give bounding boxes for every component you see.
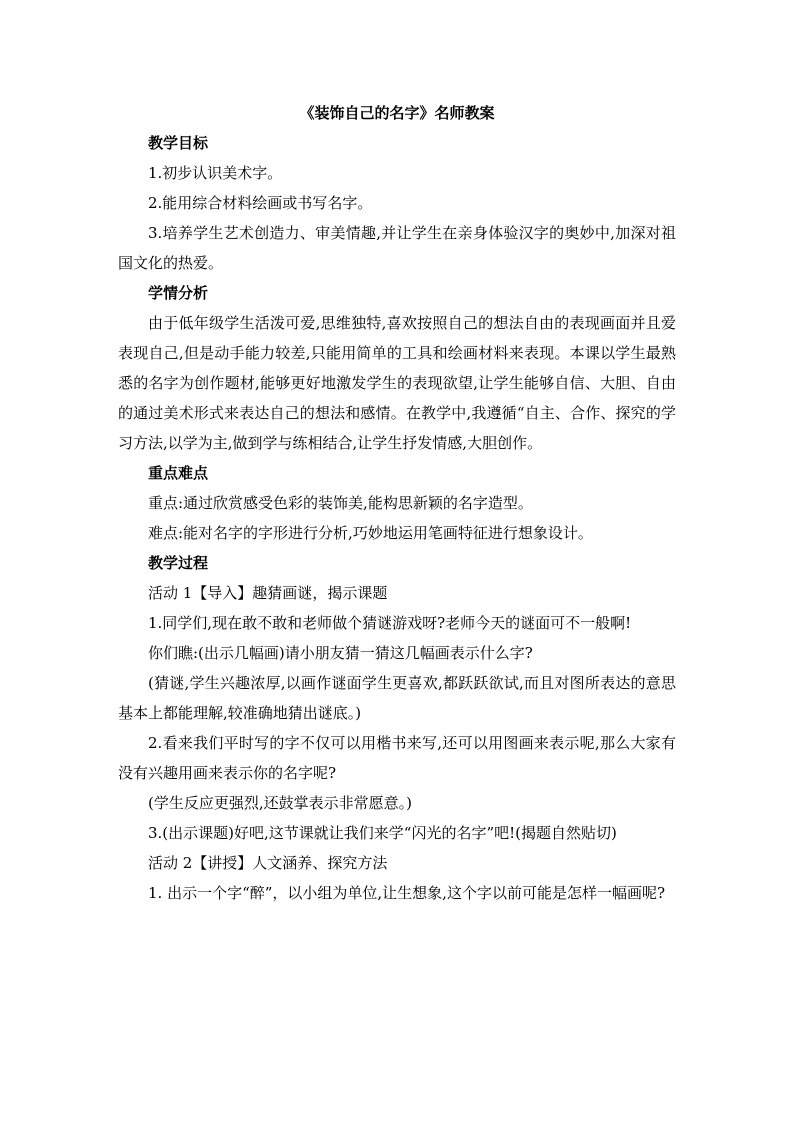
section-heading-analysis: 学情分析 <box>148 284 209 302</box>
key-point-focus: 重点:通过欣赏感受色彩的装饰美,能构思新颖的名字造型。 <box>148 494 533 512</box>
analysis-paragraph: 由于低年级学生活泼可爱,思维独特,喜欢按照自己的想法自由的表现画面并且爱表现自己,但是动手能力较差,只能用简单的工具和绘画材料来表现。本课以学生最熟悉的名字为创作题材,能够更好地激发学生的表现欲望,让学生能够自信、大胆、自由的通过美术形式来表达自己的想法和感情。在教学中,我遵循“自主、合作、探究的学习方法,以学为主,做到学与练相结合,让学生抒发情感,大胆创作。 <box>118 314 676 452</box>
section-heading-objectives: 教学目标 <box>148 134 209 152</box>
process-paragraph: 2.看来我们平时写的字不仅可以用楷书来写,还可以用图画来表示呢,那么大家有没有兴趣用画来表示你的名字呢? <box>118 734 676 782</box>
document-body <box>118 98 676 908</box>
objective-item: 1.初步认识美术字。 <box>148 164 283 182</box>
section-heading-key-points: 重点难点 <box>148 464 209 482</box>
objective-item: 2.能用综合材料绘画或书写名字。 <box>148 194 373 212</box>
document-title: 《装饰自己的名字》名师教案 <box>299 104 495 122</box>
activity-title: 活动 1【导入】趣猜画谜，揭示课题 <box>148 584 388 602</box>
process-paragraph: (学生反应更强烈,还鼓掌表示非常愿意。) <box>148 794 412 812</box>
process-paragraph: 3.(出示课题)好吧,这节课就让我们来学“闪光的名字”吧!(揭题自然贴切) <box>148 824 617 842</box>
section-heading-process: 教学过程 <box>148 554 209 572</box>
objective-item: 3.培养学生艺术创造力、审美情趣,并让学生在亲身体验汉字的奥妙中,加深对祖国文化的热爱。 <box>118 224 676 272</box>
process-paragraph: 你们瞧:(出示几幅画)请小朋友猜一猜这几幅画表示什么字? <box>148 644 533 662</box>
activity-title: 活动 2【讲授】人文涵养、探究方法 <box>148 854 388 872</box>
process-paragraph: (猜谜,学生兴趣浓厚,以画作谜面学生更喜欢,都跃跃欲试,而且对图所表达的意思基本上都能理解,较准确地猜出谜底。) <box>118 674 676 722</box>
key-point-difficulty: 难点:能对名字的字形进行分析,巧妙地运用笔画特征进行想象设计。 <box>148 524 593 542</box>
process-paragraph: 1. 出示一个字“醉”，以小组为单位,让生想象,这个字以前可能是怎样一幅画呢? <box>148 884 665 902</box>
process-paragraph: 1.同学们,现在敢不敢和老师做个猜谜游戏呀?老师今天的谜面可不一般啊! <box>148 614 632 632</box>
